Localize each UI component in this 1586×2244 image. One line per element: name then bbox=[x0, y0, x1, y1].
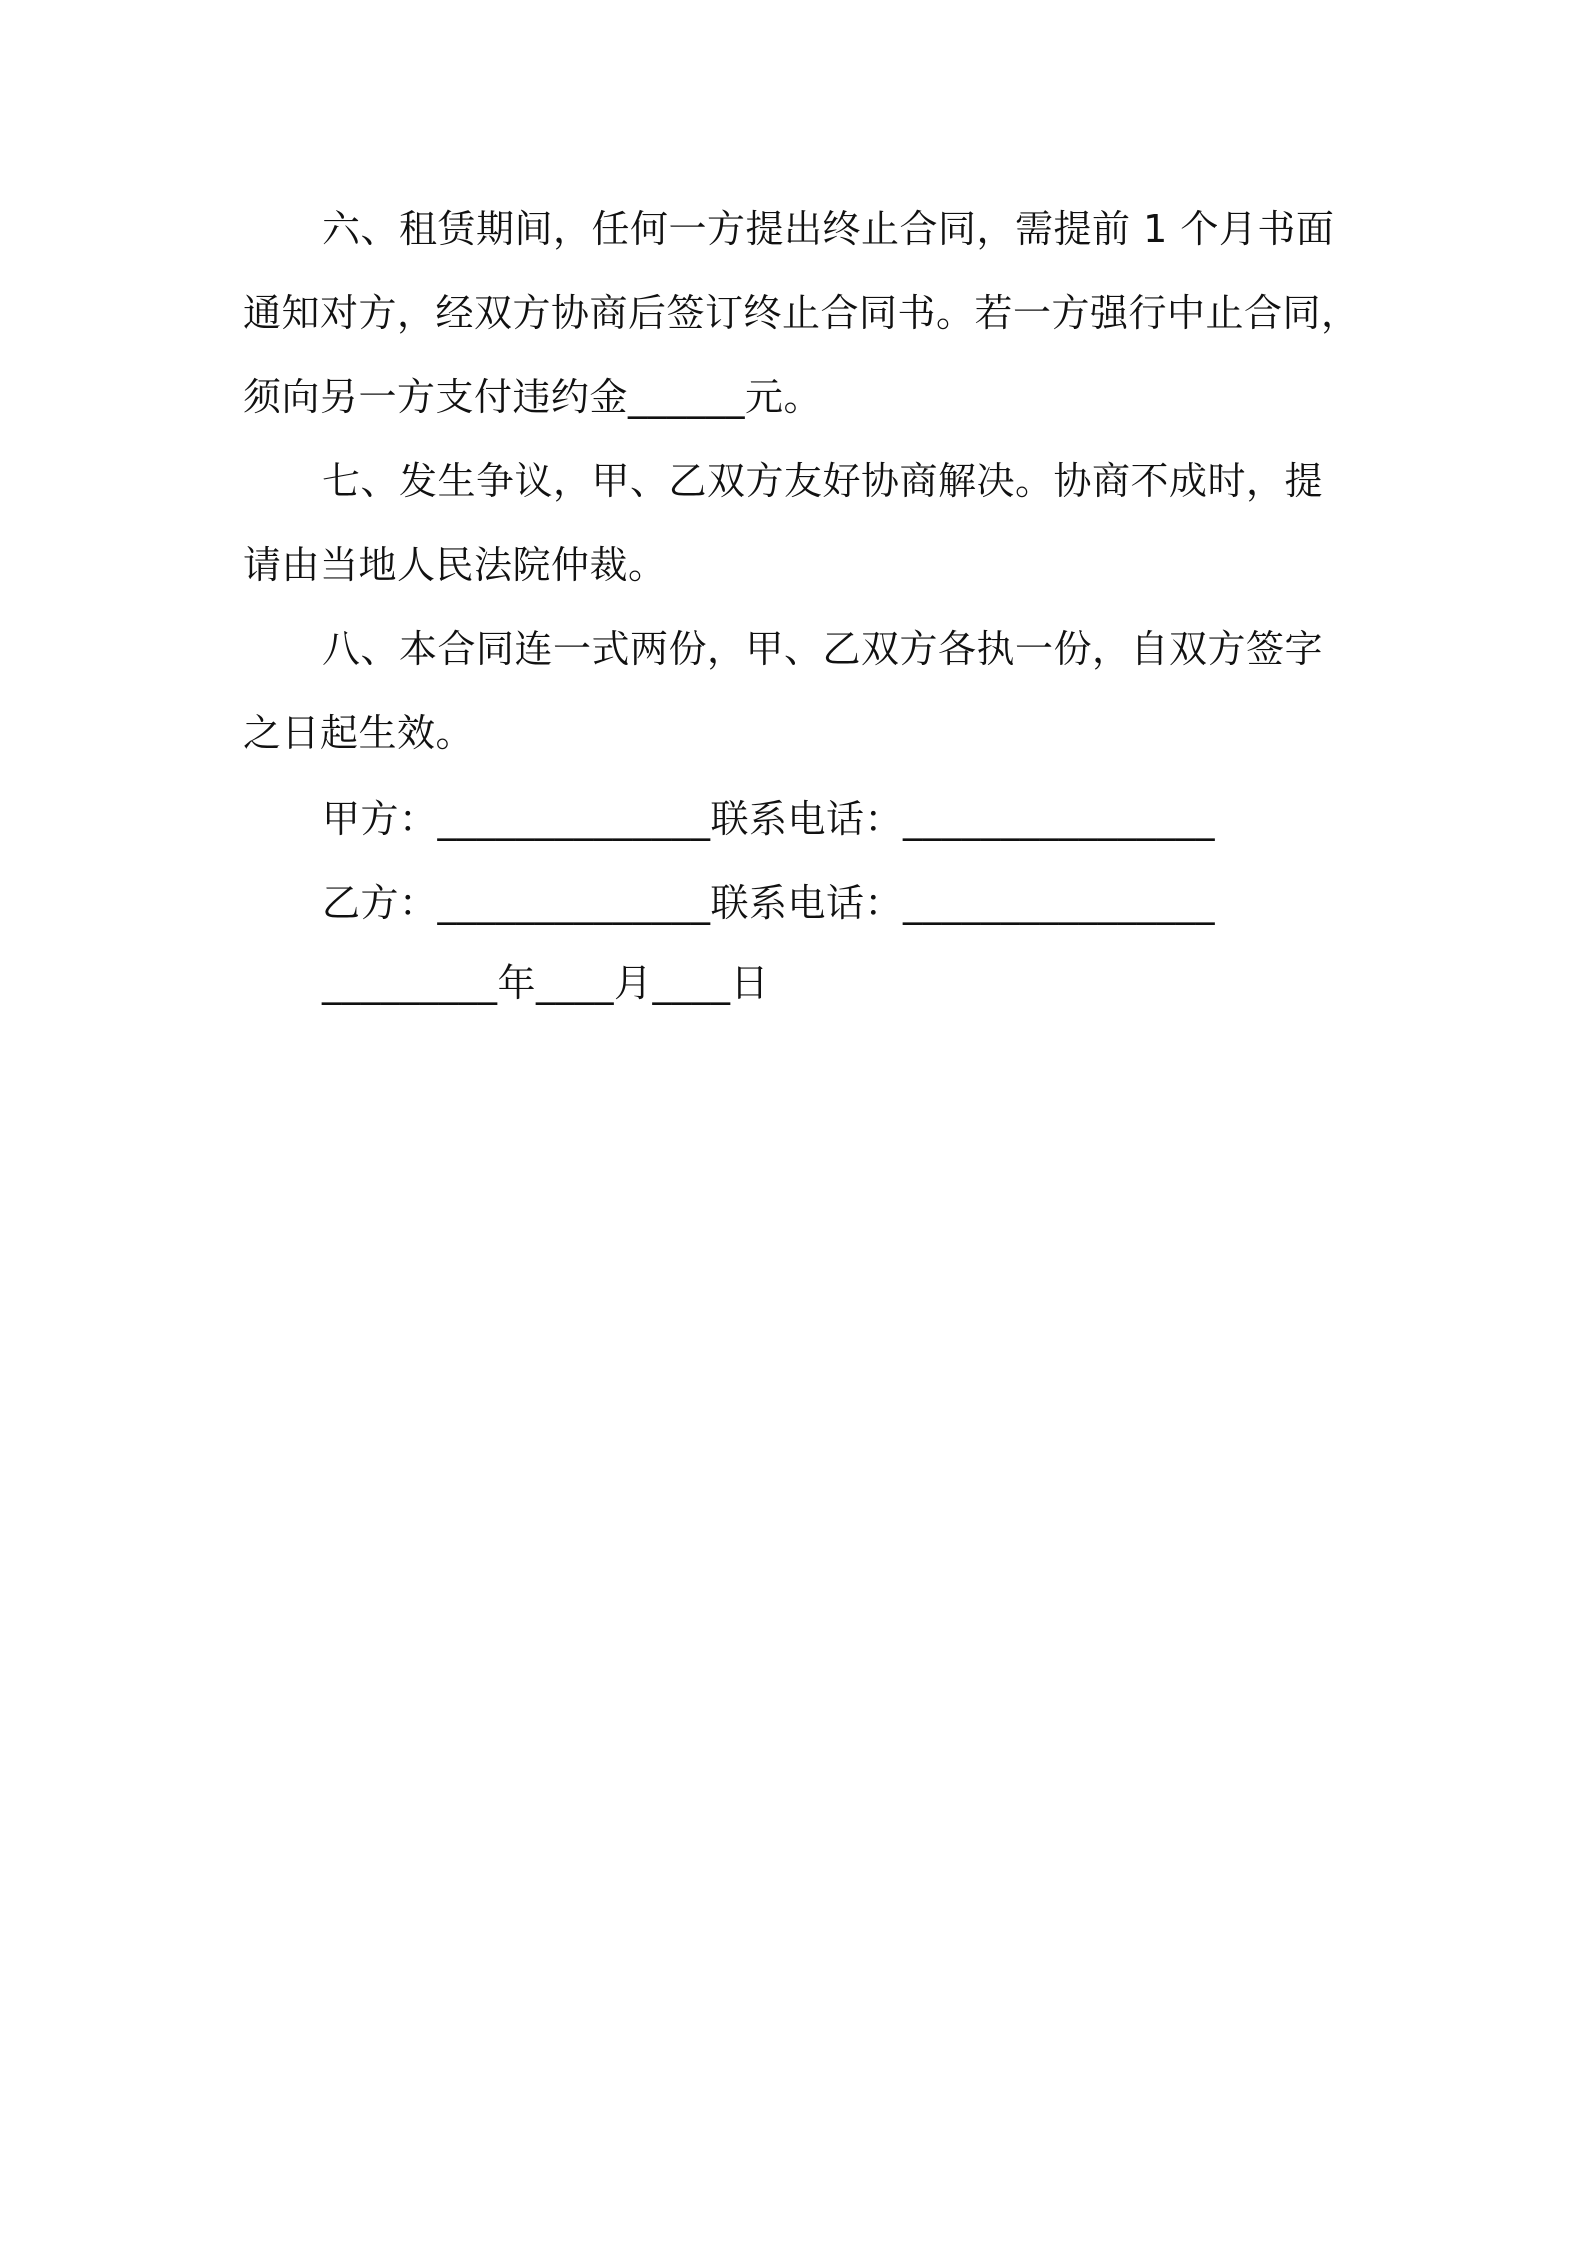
party-b-signature-line: 乙方：______________联系电话：________________ bbox=[322, 881, 1216, 925]
signature-date-line: _________年____月____日 bbox=[322, 961, 770, 1005]
clause-8-line-1: 八、本合同连一式两份，甲、乙双方各执一份，自双方签字 bbox=[322, 627, 1324, 671]
clause-6-line-2: 通知对方，经双方协商后签订终止合同书。若一方强行中止合同， bbox=[243, 291, 1360, 335]
clause-7-line-1: 七、发生争议，甲、乙双方友好协商解决。协商不成时，提 bbox=[322, 459, 1324, 503]
party-a-signature-line: 甲方：______________联系电话：________________ bbox=[322, 797, 1216, 841]
clause-6-line-1: 六、租赁期间，任何一方提出终止合同，需提前 1 个月书面 bbox=[322, 207, 1335, 251]
clause-8-line-2: 之日起生效。 bbox=[243, 711, 475, 755]
clause-7-line-2: 请由当地人民法院仲裁。 bbox=[243, 543, 667, 587]
clause-6-line-3: 须向另一方支付违约金______元。 bbox=[243, 375, 823, 419]
